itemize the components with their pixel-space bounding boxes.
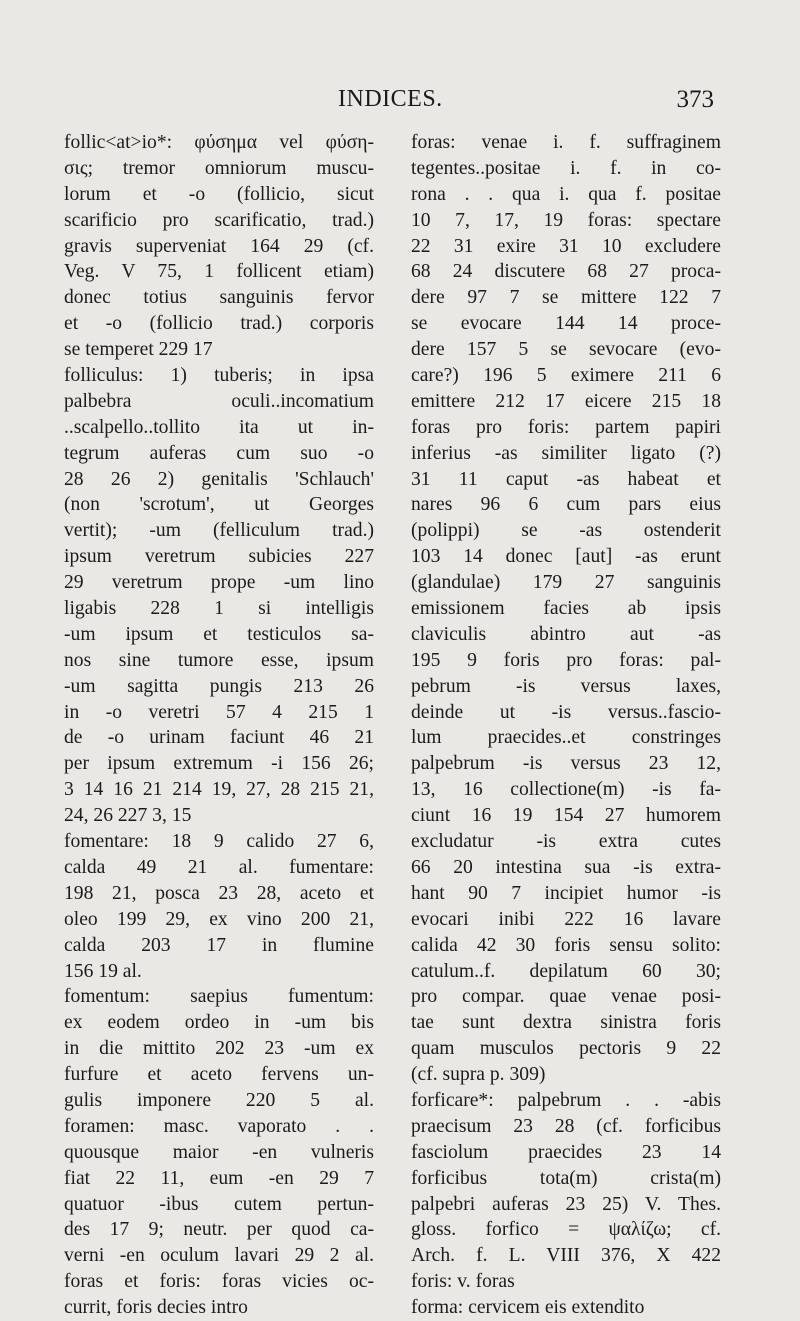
text-line: furfure et aceto fervens un- bbox=[64, 1064, 374, 1086]
text-line: (glandulae) 179 27 sanguinis bbox=[411, 572, 721, 594]
text-line: 195 9 foris pro foras: pal- bbox=[411, 649, 721, 671]
text-line: nares 96 6 cum pars eius bbox=[411, 494, 721, 516]
text-line: foras et foris: foras vicies oc- bbox=[64, 1271, 374, 1293]
text-line: 103 14 donec [aut] -as erunt bbox=[411, 546, 721, 568]
text-line: deinde ut -is versus..fascio- bbox=[411, 701, 721, 723]
text-line: lorum et -o (follicio, sicut bbox=[64, 183, 374, 205]
text-line: evocari inibi 222 16 lavare bbox=[411, 908, 721, 930]
text-line: foramen: masc. vaporato . . bbox=[64, 1115, 374, 1137]
text-line: 198 21, posca 23 28, aceto et bbox=[64, 882, 374, 904]
text-line: quousque maior -en vulneris bbox=[64, 1141, 374, 1163]
text-line: calida 42 30 foris sensu solito: bbox=[411, 934, 721, 956]
text-line: foras pro foris: partem papiri bbox=[411, 416, 721, 438]
text-line: 10 7, 17, 19 foras: spectare bbox=[411, 209, 721, 231]
text-line: foras: venae i. f. suffraginem bbox=[411, 132, 721, 153]
text-line: gravis superveniat 164 29 (cf. bbox=[64, 235, 374, 257]
text-line: Veg. V 75, 1 follicent etiam) bbox=[64, 261, 374, 283]
text-line: forma: cervicem eis extendito bbox=[411, 1297, 645, 1319]
text-line: calda 203 17 in flumine bbox=[64, 934, 374, 956]
text-line: fomentum: saepius fumentum: bbox=[64, 986, 374, 1008]
text-line: fasciolum praecides 23 14 bbox=[411, 1141, 721, 1163]
text-line: 28 26 2) genitalis 'Schlauch' bbox=[64, 468, 374, 490]
text-line: se temperet 229 17 bbox=[64, 339, 213, 361]
text-line: des 17 9; neutr. per quod ca- bbox=[64, 1219, 374, 1241]
text-line: palpebri auferas 23 25) V. Thes. bbox=[411, 1193, 721, 1215]
text-line: donec totius sanguinis fervor bbox=[64, 287, 374, 309]
text-line: lum praecides..et constringes bbox=[411, 727, 721, 749]
text-line: forficare*: palpebrum . . -abis bbox=[411, 1089, 721, 1111]
text-line: ciunt 16 19 154 27 humorem bbox=[411, 805, 721, 827]
text-line: 29 veretrum prope -um lino bbox=[64, 572, 374, 594]
text-line: ex eodem ordeo in -um bis bbox=[64, 1012, 374, 1034]
text-line: fiat 22 11, eum -en 29 7 bbox=[64, 1167, 374, 1189]
text-line: care?) 196 5 eximere 211 6 bbox=[411, 365, 721, 387]
text-line: Arch. f. L. VIII 376, X 422 bbox=[411, 1245, 721, 1267]
text-line: de -o urinam faciunt 46 21 bbox=[64, 727, 374, 749]
text-line: dere 97 7 se mittere 122 7 bbox=[411, 287, 721, 309]
text-line: σις; tremor omniorum muscu- bbox=[64, 157, 374, 179]
text-line: gloss. forfico = ψαλίζω; cf. bbox=[411, 1219, 721, 1241]
text-line: pro compar. quae venae posi- bbox=[411, 986, 721, 1008]
text-line: quam musculos pectoris 9 22 bbox=[411, 1038, 721, 1060]
text-line: 24, 26 227 3, 15 bbox=[64, 805, 192, 827]
text-line: calda 49 21 al. fumentare: bbox=[64, 856, 374, 878]
page-header bbox=[0, 86, 800, 120]
text-line: 22 31 exire 31 10 excludere bbox=[411, 235, 721, 257]
text-line: verni -en oculum lavari 29 2 al. bbox=[64, 1245, 374, 1267]
text-line: 66 20 intestina sua -is extra- bbox=[411, 856, 721, 878]
text-line: tegentes..positae i. f. in co- bbox=[411, 157, 721, 179]
text-line: ligabis 228 1 si intelligis bbox=[64, 598, 374, 620]
text-line: forficibus tota(m) crista(m) bbox=[411, 1167, 721, 1189]
text-line: fomentare: 18 9 calido 27 6, bbox=[64, 831, 374, 853]
text-line: palbebra oculi..incomatium bbox=[64, 390, 374, 412]
text-line: 13, 16 collectione(m) -is fa- bbox=[411, 779, 721, 801]
text-line: se evocare 144 14 proce- bbox=[411, 313, 721, 335]
text-line: (cf. supra p. 309) bbox=[411, 1064, 546, 1086]
text-line: ..scalpello..tollito ita ut in- bbox=[64, 416, 374, 438]
text-line: 68 24 discutere 68 27 proca- bbox=[411, 261, 721, 283]
text-line: per ipsum extremum -i 156 26; bbox=[64, 753, 374, 775]
text-line: pebrum -is versus laxes, bbox=[411, 675, 721, 697]
text-line: folliculus: 1) tuberis; in ipsa bbox=[64, 365, 374, 387]
text-line: claviculis abintro aut -as bbox=[411, 623, 721, 645]
text-line: excludatur -is extra cutes bbox=[411, 831, 721, 853]
page-number: 373 bbox=[676, 86, 714, 113]
text-line: palpebrum -is versus 23 12, bbox=[411, 753, 721, 775]
text-line: hant 90 7 incipiet humor -is bbox=[411, 882, 721, 904]
text-line: inferius -as similiter ligato (?) bbox=[411, 442, 721, 464]
text-line: 3 14 16 21 214 19, 27, 28 215 21, bbox=[64, 779, 374, 801]
text-line: vertit); -um (felliculum trad.) bbox=[64, 520, 374, 542]
text-line: -um sagitta pungis 213 26 bbox=[64, 675, 374, 697]
text-line: catulum..f. depilatum 60 30; bbox=[411, 960, 721, 982]
text-line: emissionem facies ab ipsis bbox=[411, 598, 721, 620]
text-line: ipsum veretrum subicies 227 bbox=[64, 546, 374, 568]
text-line: dere 157 5 se sevocare (evo- bbox=[411, 339, 721, 361]
text-line: 156 19 al. bbox=[64, 960, 142, 982]
text-line: currit, foris decies intro bbox=[64, 1297, 248, 1319]
text-line: gulis imponere 220 5 al. bbox=[64, 1089, 374, 1111]
text-line: in die mittito 202 23 -um ex bbox=[64, 1038, 374, 1060]
text-line: (polippi) se -as ostenderit bbox=[411, 520, 721, 542]
text-line: et -o (follicio trad.) corporis bbox=[64, 313, 374, 335]
text-line: follic<at>io*: φύσημα vel φύση- bbox=[64, 132, 374, 153]
text-line: praecisum 23 28 (cf. forficibus bbox=[411, 1115, 721, 1137]
text-line: (non 'scrotum', ut Georges bbox=[64, 494, 374, 516]
left-column bbox=[64, 130, 374, 1321]
text-line: foris: v. foras bbox=[411, 1271, 515, 1293]
text-line: emittere 212 17 eicere 215 18 bbox=[411, 390, 721, 412]
running-head: INDICES. bbox=[338, 86, 443, 112]
text-line: tegrum auferas cum suo -o bbox=[64, 442, 374, 464]
text-line: -um ipsum et testiculos sa- bbox=[64, 623, 374, 645]
text-line: quatuor -ibus cutem pertun- bbox=[64, 1193, 374, 1215]
text-line: scarificio pro scarificatio, trad.) bbox=[64, 209, 374, 231]
text-line: 31 11 caput -as habeat et bbox=[411, 468, 721, 490]
text-line: nos sine tumore esse, ipsum bbox=[64, 649, 374, 671]
text-line: in -o veretri 57 4 215 1 bbox=[64, 701, 374, 723]
right-column bbox=[411, 130, 721, 1321]
text-line: tae sunt dextra sinistra foris bbox=[411, 1012, 721, 1034]
text-line: oleo 199 29, ex vino 200 21, bbox=[64, 908, 374, 930]
text-line: rona . . qua i. qua f. positae bbox=[411, 183, 721, 205]
